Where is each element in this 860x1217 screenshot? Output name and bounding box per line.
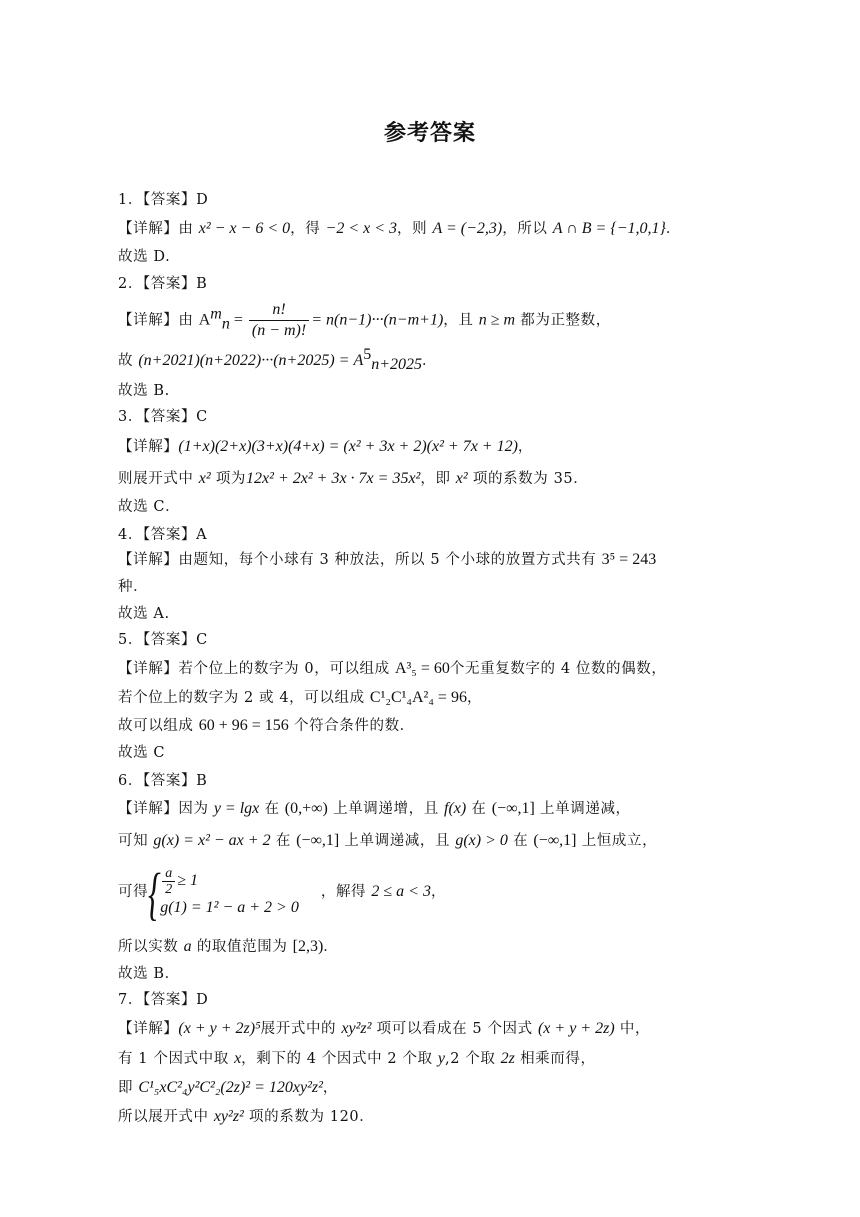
denominator: 2 bbox=[165, 881, 173, 897]
q2-answer: 2．【答案】B bbox=[118, 276, 208, 292]
text: ． bbox=[665, 221, 682, 237]
text: 在 bbox=[259, 801, 285, 817]
math: x bbox=[234, 1050, 242, 1067]
text: 项为 bbox=[210, 471, 247, 487]
text: 上单调递减，且 bbox=[339, 833, 456, 849]
q7-answer: 7．【答案】D bbox=[118, 992, 209, 1008]
q6-detail-3 bbox=[118, 860, 447, 926]
math: A³₅ = 60 bbox=[394, 660, 450, 677]
text: ，解得 bbox=[320, 884, 372, 900]
text: 在 bbox=[466, 801, 492, 817]
text: ， bbox=[466, 690, 483, 706]
text: 在 bbox=[270, 833, 297, 849]
text: 展开式中的 bbox=[260, 1021, 342, 1037]
text: 都为正整数， bbox=[515, 312, 611, 329]
q4-detail bbox=[118, 551, 656, 569]
math: 2z bbox=[500, 1050, 515, 1067]
q6-detail bbox=[118, 800, 631, 818]
numerator: a bbox=[162, 866, 175, 882]
text: 相乘而得， bbox=[514, 1051, 596, 1067]
text: ． bbox=[323, 939, 339, 955]
math: g(1) = 1² − a + 2 > 0 bbox=[160, 898, 299, 916]
text: 【详解】若个位上的数字为 0，可以组成 bbox=[118, 661, 395, 677]
math: C¹₂C¹₄A²₄ = 96 bbox=[369, 689, 467, 706]
math: y = lgx bbox=[213, 800, 260, 817]
text: 个无重复数字的 4 位数的偶数， bbox=[449, 661, 667, 677]
text: 个符合条件的数． bbox=[288, 718, 415, 734]
text: 【详解】由 bbox=[118, 221, 199, 237]
math: (−∞,1] bbox=[533, 832, 577, 849]
q7-detail-2 bbox=[118, 1050, 596, 1068]
math: ≥ 1 bbox=[177, 871, 198, 889]
text: 在 bbox=[507, 833, 534, 849]
q5-detail bbox=[118, 660, 666, 678]
fraction bbox=[249, 300, 309, 341]
math: x² − x − 6 < 0 bbox=[198, 220, 291, 237]
q5-detail-3 bbox=[118, 717, 415, 735]
text: 中， bbox=[614, 1021, 651, 1037]
text: 项的系数为 120． bbox=[243, 1109, 375, 1125]
text: 上恒成立， bbox=[576, 833, 658, 849]
text: ， bbox=[430, 884, 447, 900]
q2-select: 故选 B. bbox=[118, 383, 170, 399]
text: 故 bbox=[118, 353, 139, 369]
equation-system: { $\frac{a}{2}$ ≥ 1 g(1) = 1² − a + 2 > 0 bbox=[148, 860, 299, 926]
math: A bbox=[198, 311, 211, 329]
math: (x + y + 2z)⁵ bbox=[178, 1020, 261, 1037]
math: = n(n−1)···(n−m+1) bbox=[311, 311, 444, 329]
math: xy²z² bbox=[341, 1020, 372, 1037]
math: 12x² + 2x² + 3x · 7x = 35x² bbox=[246, 470, 421, 487]
q6-select: 故选 B． bbox=[118, 966, 180, 982]
text: ，剩下的 4 个因式中 2 个取 bbox=[241, 1051, 438, 1067]
math: [2,3) bbox=[292, 938, 324, 955]
math: xy²z² bbox=[213, 1108, 244, 1125]
text: 有 1 个因式中取 bbox=[118, 1051, 235, 1067]
math: (x + y + 2z) bbox=[537, 1020, 615, 1037]
text: 可得 bbox=[118, 884, 149, 900]
math: (1+x)(2+x)(3+x)(4+x) = (x² + 3x + 2)(x² + 7x + 12) bbox=[178, 438, 518, 455]
q6-detail-4 bbox=[118, 938, 338, 956]
text: ，则 bbox=[397, 221, 433, 237]
text: ，得 bbox=[290, 221, 326, 237]
numerator: n! bbox=[249, 300, 309, 321]
text: 若个位上的数字为 2 或 4，可以组成 bbox=[118, 690, 370, 706]
q1-detail bbox=[118, 220, 681, 238]
text: ，即 bbox=[420, 471, 456, 487]
text: 【详解】由 bbox=[118, 312, 199, 329]
q5-answer: 5．【答案】C bbox=[118, 632, 208, 648]
text: ， bbox=[322, 1080, 339, 1096]
text: ，所以 bbox=[502, 221, 553, 237]
q6-answer: 6．【答案】B bbox=[118, 773, 208, 789]
math: g(x) > 0 bbox=[455, 832, 508, 849]
math: −2 < x < 3 bbox=[325, 220, 398, 237]
denominator: (n − m)! bbox=[251, 322, 307, 339]
math: C¹₅xC²₄y²C²₂(2z)² = 120xy²z² bbox=[138, 1079, 323, 1096]
math: A ∩ B = {−1,0,1} bbox=[552, 220, 666, 237]
text: ，且 bbox=[443, 312, 479, 329]
q7-detail-4 bbox=[118, 1108, 374, 1126]
math: n ≥ m bbox=[478, 311, 516, 329]
text: 可知 bbox=[118, 833, 154, 849]
text: 项可以看成在 5 个因式 bbox=[371, 1021, 538, 1037]
math: A = (−2,3) bbox=[432, 220, 503, 237]
text: 【详解】 bbox=[118, 439, 179, 455]
q5-detail-2 bbox=[118, 689, 482, 707]
text: 【详解】由题知，每个小球有 3 种放法，所以 5 个小球的放置方式共有 bbox=[118, 552, 602, 568]
q5-select: 故选 C bbox=[118, 745, 166, 761]
q4-select: 故选 A. bbox=[118, 606, 170, 622]
text: 故可以组成 bbox=[118, 718, 199, 734]
math: g(x) = x² − ax + 2 bbox=[153, 832, 271, 849]
q3-detail bbox=[118, 438, 533, 456]
text: 【详解】因为 bbox=[118, 801, 214, 817]
q2-detail-2: 故 $(n+2021)(n+2022)\cdot\cdot\cdot(n+2025) = A^5_{n+2025}$． bbox=[118, 346, 438, 373]
math: (n+2021)(n+2022)···(n+2025) = A bbox=[138, 352, 364, 369]
math: (−∞,1] bbox=[491, 800, 535, 817]
text: ， bbox=[517, 439, 534, 455]
page-title: 参考答案 bbox=[383, 121, 476, 146]
q3-select: 故选 C． bbox=[118, 499, 181, 515]
text: 项的系数为 35． bbox=[467, 471, 589, 487]
math: x² bbox=[455, 470, 468, 487]
q2-detail: 【详解】由 $A^m_n$ = $\frac{n!}{(n - m)!}$ = n(n−1)···(n−m+1)，且 n ≥ m 都为正整数， bbox=[118, 301, 611, 339]
math: 60 + 96 = 156 bbox=[198, 717, 289, 734]
q1-answer: 1．【答案】D bbox=[118, 192, 209, 208]
math: (−∞,1] bbox=[296, 832, 340, 849]
text: 所以实数 bbox=[118, 939, 184, 955]
math: y bbox=[437, 1050, 445, 1067]
math: x² bbox=[198, 470, 211, 487]
math: 3⁵ = 243 bbox=[601, 551, 657, 568]
q6-detail-2 bbox=[118, 832, 657, 850]
math: f(x) bbox=[444, 800, 467, 817]
q7-detail-3 bbox=[118, 1079, 338, 1097]
q7-detail bbox=[118, 1020, 650, 1038]
text: 的取值范围为 bbox=[191, 939, 293, 955]
text: 【详解】 bbox=[118, 1021, 179, 1037]
q3-detail-2 bbox=[118, 470, 588, 488]
text: ,2 个取 bbox=[444, 1051, 501, 1067]
text: ． bbox=[422, 353, 438, 369]
math: a bbox=[183, 938, 192, 955]
text: 所以展开式中 bbox=[118, 1109, 214, 1125]
text: 即 bbox=[118, 1080, 139, 1096]
text: 上单调递减， bbox=[534, 801, 631, 817]
q1-select: 故选 D. bbox=[118, 249, 171, 265]
q3-answer: 3．【答案】C bbox=[118, 409, 208, 425]
math: (0,+∞) bbox=[284, 800, 328, 817]
text: 上单调递增，且 bbox=[327, 801, 445, 817]
text: 则展开式中 bbox=[118, 471, 199, 487]
q4-detail-2: 种． bbox=[118, 579, 149, 595]
math: 2 ≤ a < 3 bbox=[371, 883, 431, 900]
q4-answer: 4．【答案】A bbox=[118, 527, 208, 543]
